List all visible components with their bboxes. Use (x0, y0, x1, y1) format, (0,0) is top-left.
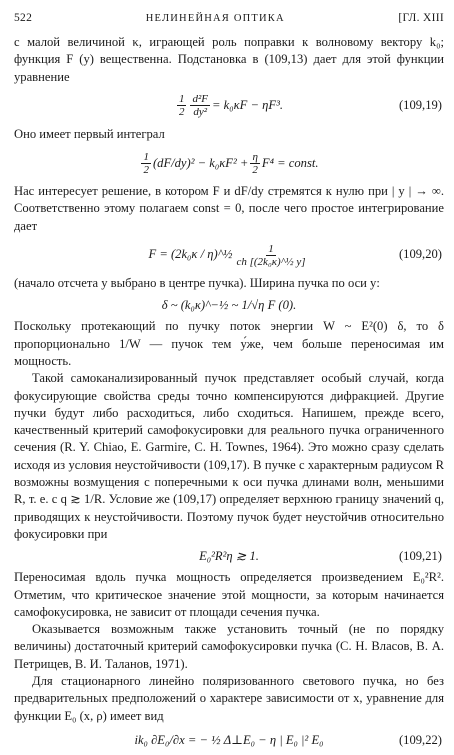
equation-body: δ ~ (k₀κ)^−½ ~ 1/√η F (0). (161, 297, 297, 312)
equation-label: (109,21) (398, 548, 442, 563)
equation-label: (109,22) (398, 733, 442, 748)
paragraph-2: Оно имеет первый интеграл (14, 126, 165, 141)
equation-label: (109,20) (398, 247, 442, 262)
equation-lhs: F = (2k₀κ / η)^½ (148, 247, 233, 262)
running-title: НЕЛИНЕЙНАЯ ОПТИКА (145, 13, 285, 24)
equation-body: ik₀ ∂E₀/∂x = − ½ Δ⊥E₀ − η | E₀ |² E₀ (134, 733, 324, 748)
fraction-half: $\frac{1}{2}$ (143, 150, 149, 176)
fraction-ch: $\frac{1}{\text{ch [(2k₀κ)\textasciicircum{}½ y]}}$ (236, 242, 306, 268)
paragraph-1: с малой величиной κ, играющей роль поправки к волновому вектору k₀; функция F (y) вещественна. Подстановка в (109,13) дает для этой функции уравнение (14, 35, 444, 84)
paragraph-5: Поскольку протекающий по пучку поток энергии W ~ E²(0) δ, то δ пропорционально 1/W — пучок тем у́же, чем больше переносимая им мощность. (14, 319, 444, 368)
paragraph-9: Для стационарного линейно поляризованного светового пучка, но без предварительных предположений о характере зависимости от x, уравнение для функции E₀ (x, ρ) имеет вид (14, 674, 444, 723)
equation-body: (dF/dy)² − k₀κF² + (152, 155, 249, 170)
second-derivative: $\frac{\text{d²F}}{\text{dy²}}$ (192, 93, 208, 119)
chapter-label: [ГЛ. XIII (398, 12, 444, 24)
equation-first-integral (14, 145, 444, 181)
equation-109-21 (14, 545, 444, 567)
equation-109-22 (14, 727, 444, 755)
fraction-half: $\frac{1}{2}$ (178, 93, 185, 119)
equation-body: E₀²R²η ≳ 1. (199, 548, 259, 563)
equation-rhs: = k₀κF − ηF³. (212, 98, 284, 113)
equation-width (14, 294, 444, 316)
paragraph-8: Оказывается возможным также установить точный (не по порядку величины) достаточный критерий самофокусировки пучка (С. Н. Власов, В. А. Петрищев, В. И. Таланов, 1971). (14, 622, 444, 671)
equation-109-19 (14, 88, 444, 124)
equation-109-20 (14, 237, 444, 273)
running-header (14, 10, 444, 34)
paragraph-3: Нас интересует решение, в котором F и dF/dy стремятся к нулю при | y | → ∞. Соответственно этому полагаем const = 0, после чего простое интегрирование дает (14, 184, 444, 233)
page-number: 522 (14, 12, 33, 24)
paragraph-4: (начало отсчета y выбрано в центре пучка). Ширина пучка по оси y: (14, 276, 380, 291)
paragraph-7: Переносимая вдоль пучка мощность определяется произведением E₀²R². Отметим, что критическое значение этой мощности, за которым начинается самофокусировка, не зависит от площади сечения пучка. (14, 570, 444, 619)
paragraph-6: Такой самоканализированный пучок представляет особый случай, когда фокусирующие свойства среды точно компенсируются дифракцией. Другие пучки будут либо расходиться, либо сходиться. Напишем, прежде всего, качественный критерий самофокусировки для реального пучка ограниченного сечения (R. Y. Chiao, E. Garmire, C. H. Townes, 1964). Это можно сразу сделать исходя из условия неустойчивости (109,17). В пучке с характерным радиусом R возможны возмущения с поперечными к оси пучка длинами волн, меньшими R, т. е. с q ≳ 1/R. Условие же (109,17) определяет верхнюю границу значений q, приводящих к неустойчивости. Поэтому пучок будет неустойчив относительно фокусировки при (14, 371, 444, 541)
equation-label: (109,19) (398, 98, 442, 113)
equation-tail: F⁴ = const. (261, 155, 319, 170)
fraction-eta-half: $\frac{\eta}{2}$ (252, 150, 258, 176)
